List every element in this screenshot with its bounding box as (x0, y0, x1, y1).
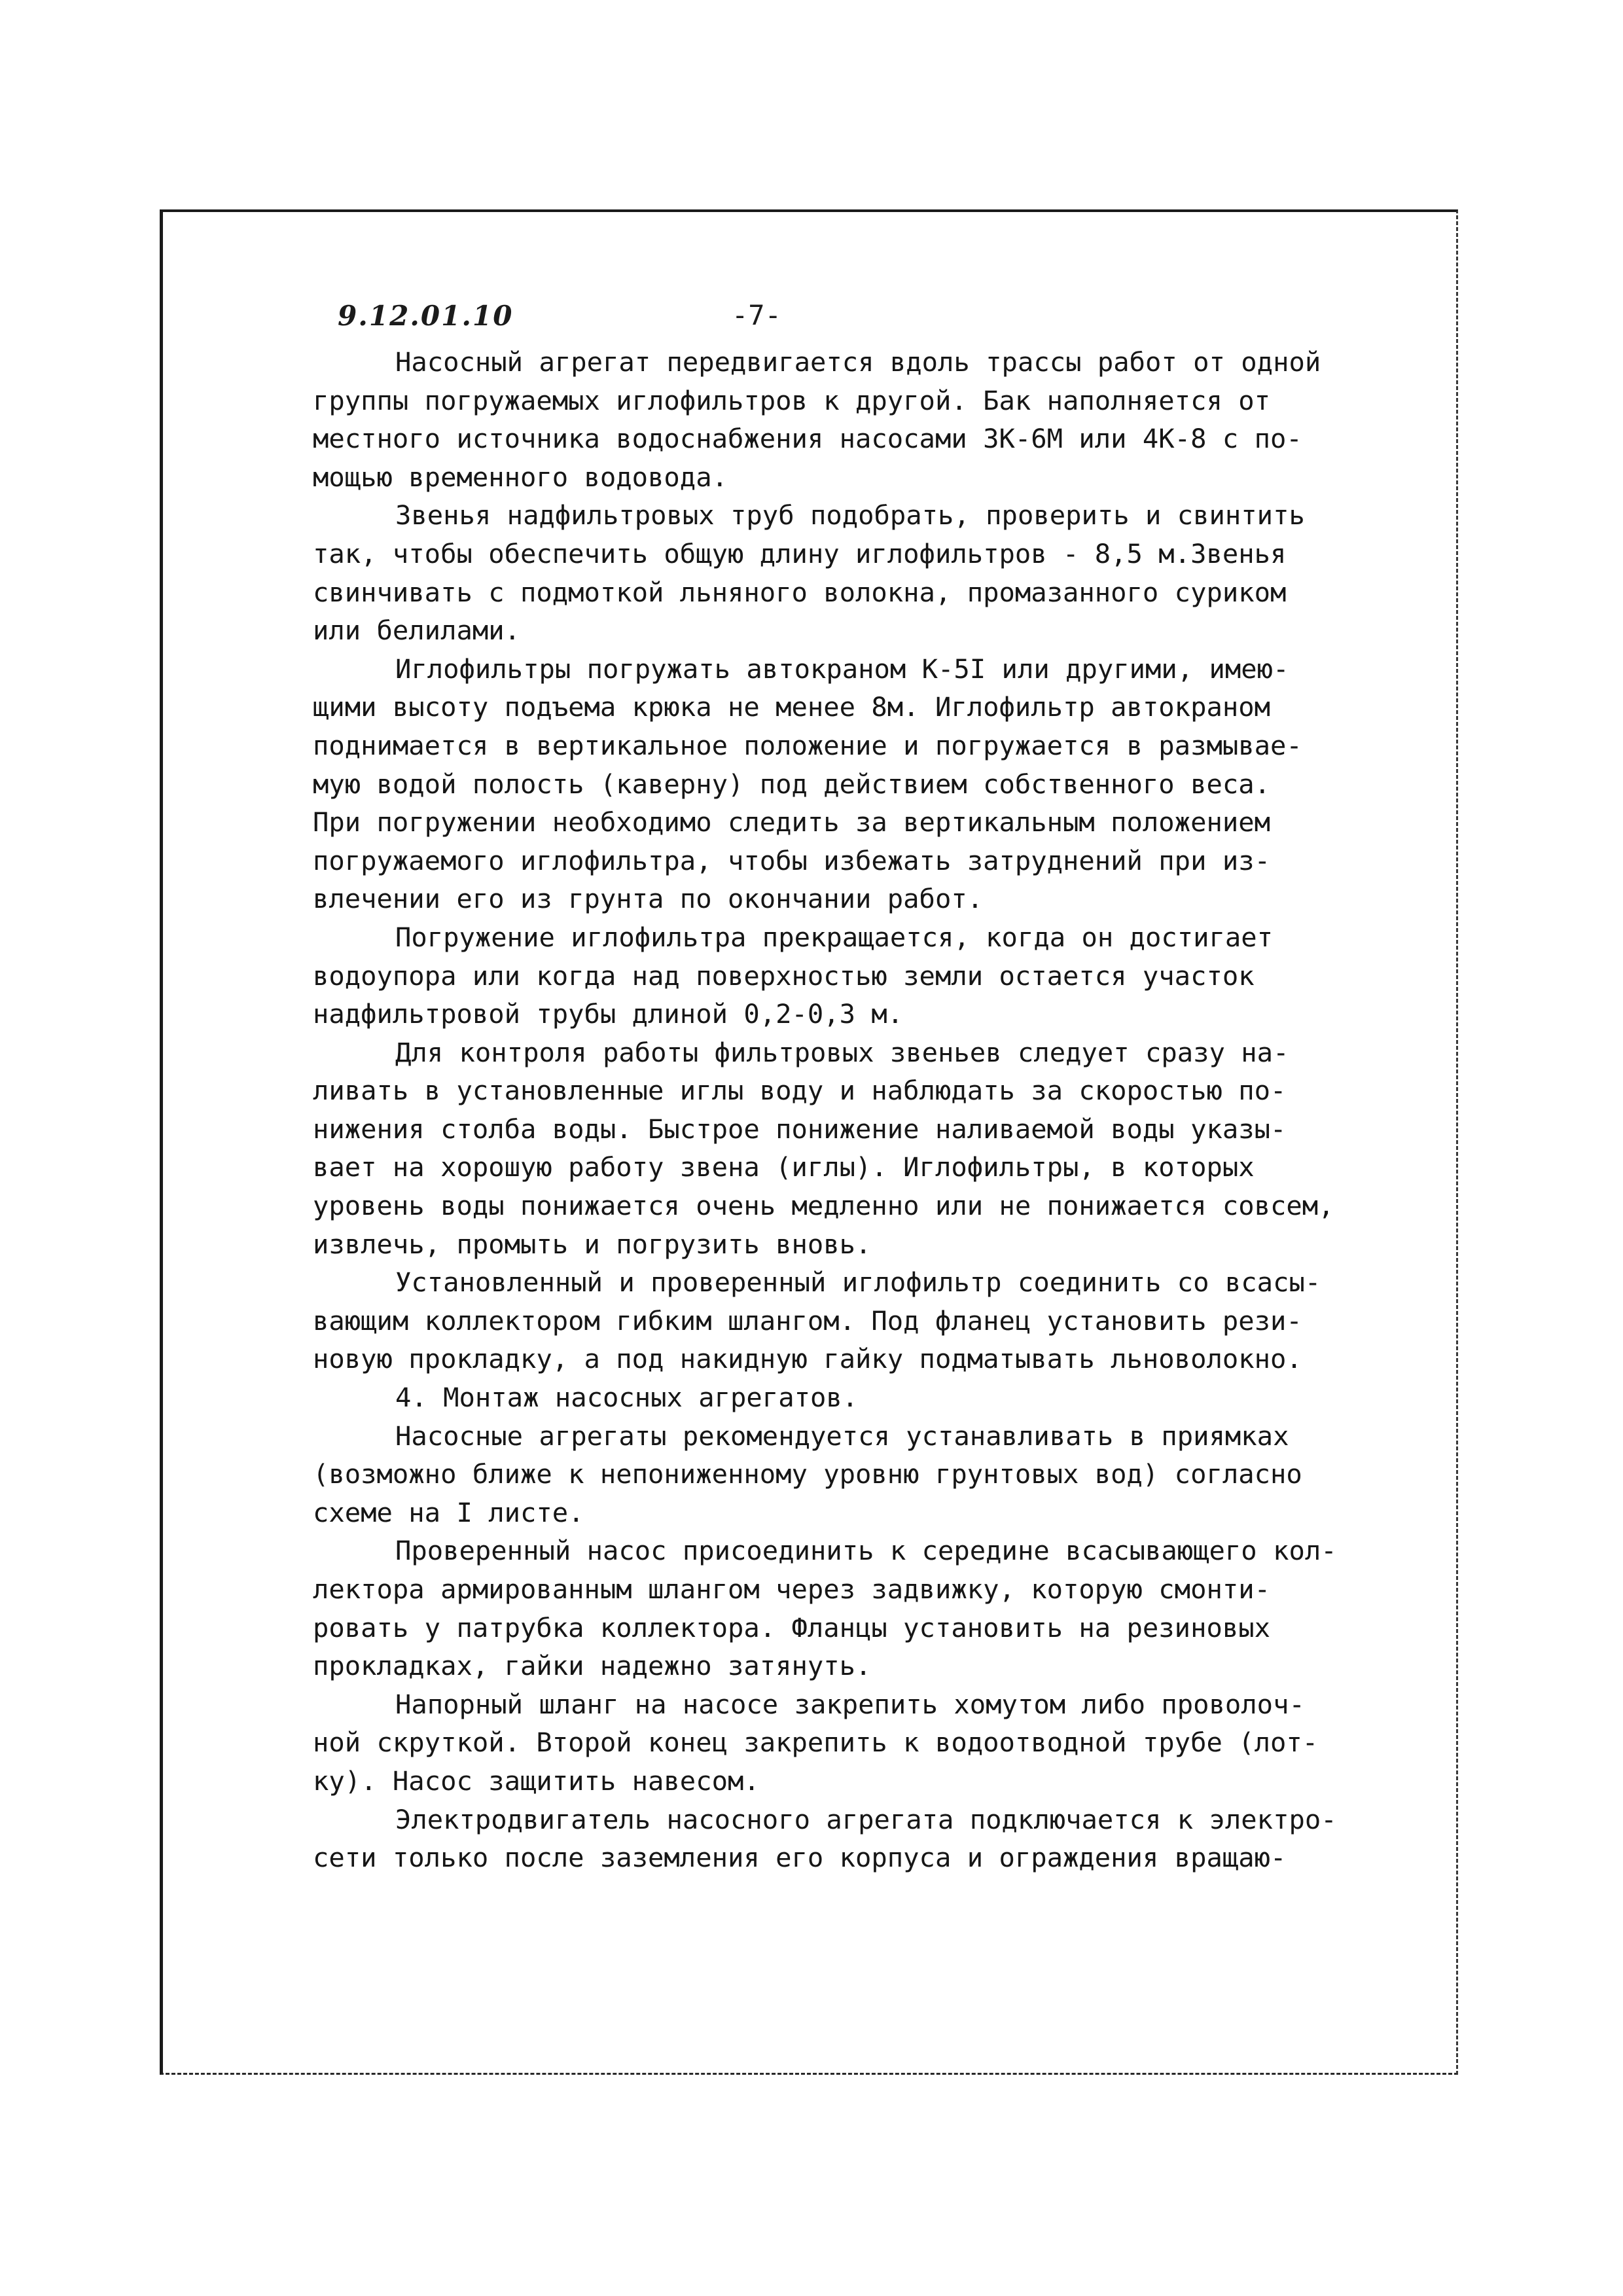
text-line: Установленный и проверенный иглофильтр соединить со всасы- (395, 1266, 1321, 1299)
text-line: поднимается в вертикальное положение и погружается в размывае- (313, 729, 1302, 761)
text-line: ливать в установленные иглы воду и наблюдать за скоростью по- (313, 1075, 1287, 1107)
text-line: мощью временного водовода. (313, 461, 728, 493)
text-line: 4. Монтаж насосных агрегатов. (395, 1382, 859, 1414)
text-line: свинчивать с подмоткой льняного волокна, промазанного суриком (313, 576, 1287, 608)
text-line: ной скруткой. Второй конец закрепить к водоотводной трубе (лот- (313, 1727, 1319, 1759)
text-line: водоупора или когда над поверхностью земли остается участок (313, 960, 1255, 992)
text-line: уровень воды понижается очень медленно или не понижается совсем, (313, 1190, 1334, 1222)
text-line: извлечь, промыть и погрузить вновь. (313, 1228, 872, 1260)
text-line: или белилами. (313, 615, 520, 647)
text-line: Напорный шланг на насосе закрепить хомутом либо проволоч- (395, 1688, 1305, 1720)
text-line: местного источника водоснабжения насосами 3К-6М или 4К-8 с по- (313, 423, 1302, 455)
document-code: 9.12.01.10 (338, 299, 514, 332)
text-line: Проверенный насос присоединить к середине всасывающего кол- (395, 1535, 1337, 1567)
text-line: сети только после заземления его корпуса и ограждения вращаю- (313, 1842, 1287, 1874)
text-line: (возможно ближе к непониженному уровню грунтовых вод) согласно (313, 1458, 1302, 1490)
text-line: Насосный агрегат передвигается вдоль трассы работ от одной (395, 346, 1321, 378)
text-line: так, чтобы обеспечить общую длину иглофильтров - 8,5 м.Звенья (313, 537, 1287, 569)
text-line: схеме на I листе. (313, 1496, 584, 1528)
text-line: влечении его из грунта по окончании работ. (313, 883, 984, 915)
text-line: Насосные агрегаты рекомендуется устанавливать в приямках (395, 1420, 1289, 1452)
text-line: При погружении необходимо следить за вертикальным положением (313, 806, 1270, 838)
text-line: погружаемого иглофильтра, чтобы избежать затруднений при из- (313, 844, 1270, 876)
page-header (338, 296, 513, 335)
body-text (313, 343, 1412, 1877)
text-line: новую прокладку, а под накидную гайку подматывать льноволокно. (313, 1343, 1302, 1375)
text-line: Звенья надфильтровых труб подобрать, проверить и свинтить (395, 499, 1305, 531)
text-line: нижения столба воды. Быстрое понижение наливаемой воды указы- (313, 1113, 1287, 1145)
text-line: ровать у патрубка коллектора. Фланцы установить на резиновых (313, 1611, 1270, 1643)
text-line: вающим коллектором гибким шлангом. Под фланец установить рези- (313, 1304, 1302, 1336)
text-line: группы погружаемых иглофильтров к другой. Бак наполняется от (313, 384, 1270, 416)
text-line: лектора армированным шлангом через задвижку, которую смонти- (313, 1573, 1270, 1605)
text-line: надфильтровой трубы длиной 0,2-0,3 м. (313, 998, 904, 1030)
text-line: вает на хорошую работу звена (иглы). Иглофильтры, в которых (313, 1151, 1255, 1183)
page-number: -7- (732, 299, 781, 331)
text-line: ку). Насос защитить навесом. (313, 1765, 760, 1797)
text-line: Электродвигатель насосного агрегата подключается к электро- (395, 1803, 1337, 1835)
text-line: Погружение иглофильтра прекращается, когда он достигает (395, 921, 1274, 953)
text-line: прокладках, гайки надежно затянуть. (313, 1650, 872, 1682)
text-line: Иглофильтры погружать автокраном К-5I или другими, имею- (395, 653, 1289, 685)
text-line: мую водой полость (каверну) под действием собственного веса. (313, 768, 1270, 800)
text-line: щими высоту подъема крюка не менее 8м. Иглофильтр автокраном (313, 691, 1270, 723)
text-line: Для контроля работы фильтровых звеньев следует сразу на- (395, 1036, 1289, 1068)
